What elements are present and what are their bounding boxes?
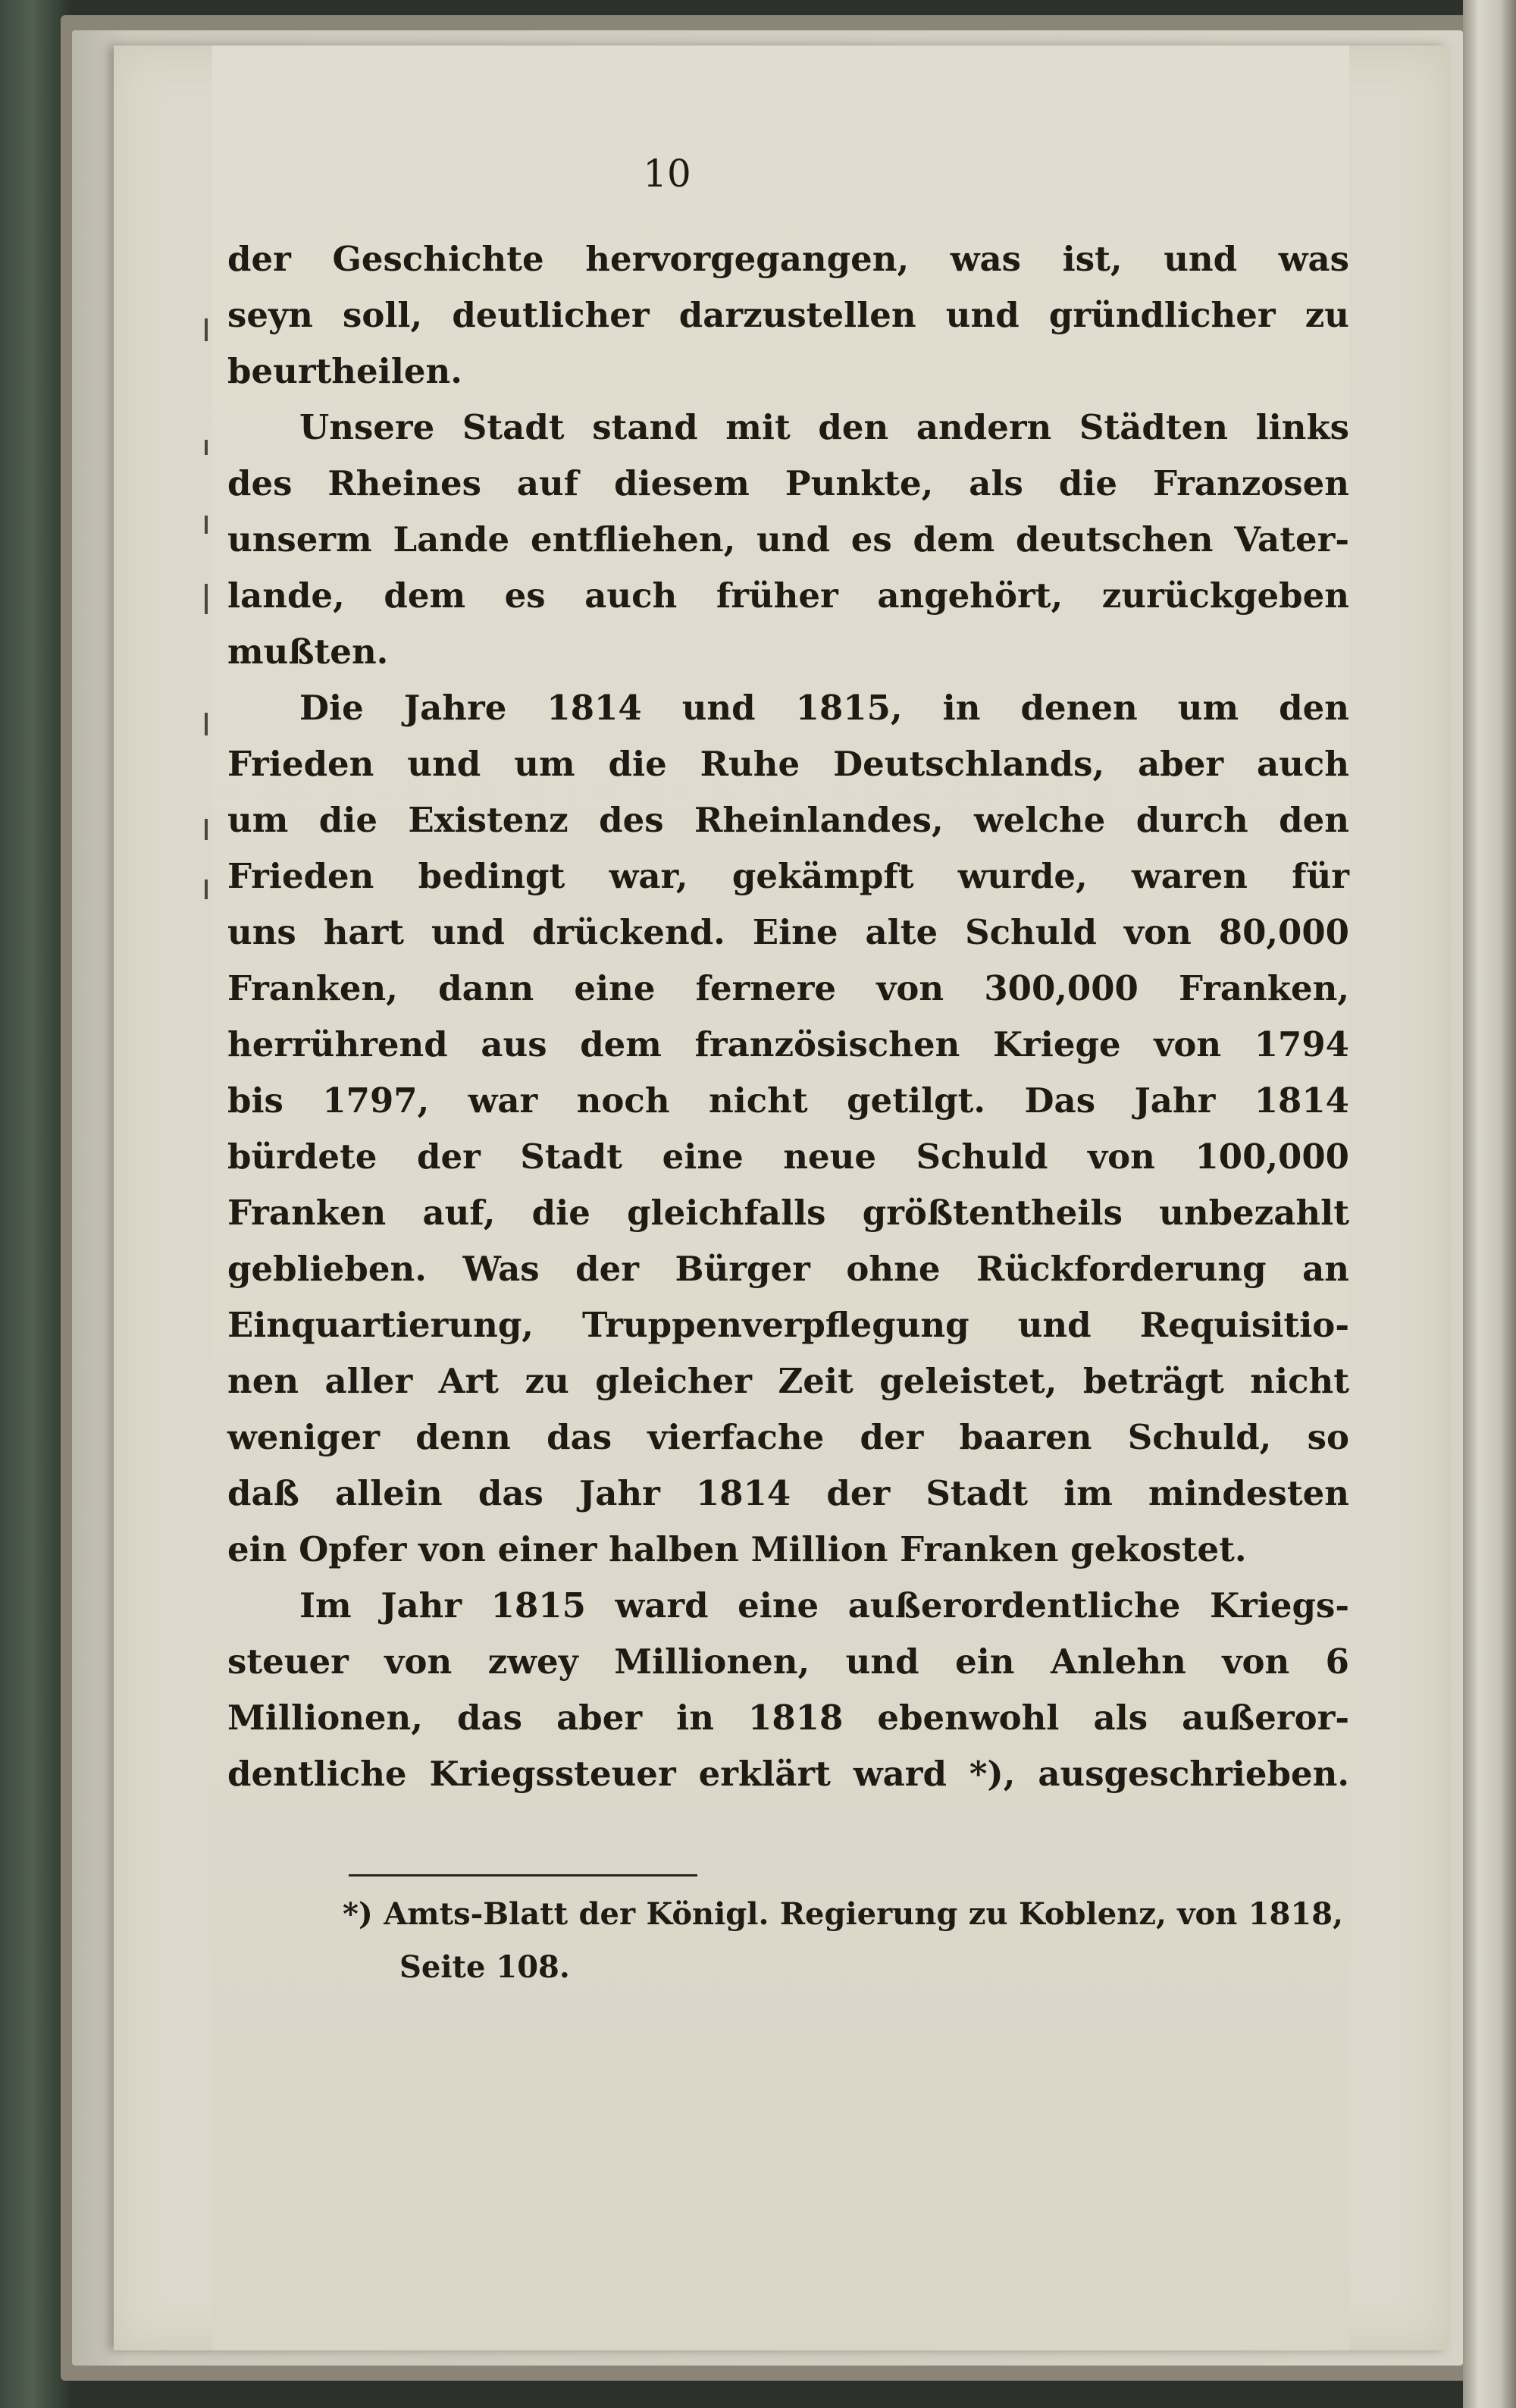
text-line: Franken, dann eine fernere von 300,000 Franken, bbox=[227, 968, 1349, 1008]
margin-marks bbox=[205, 318, 212, 1001]
text-line: um die Existenz des Rheinlandes, welche durch den bbox=[227, 800, 1349, 840]
text-line: bürdete der Stadt eine neue Schuld von 100,000 bbox=[227, 1137, 1349, 1177]
text-line: steuer von zwey Millionen, und ein Anlehn von 6 bbox=[227, 1641, 1349, 1682]
text-line: ein Opfer von einer halben Million Franken gekostet. bbox=[227, 1529, 1247, 1569]
text-line: herrührend aus dem französischen Kriege von 1794 bbox=[227, 1024, 1349, 1064]
text-line: weniger denn das vierfache der baaren Schuld, so bbox=[227, 1417, 1349, 1457]
text-line: Im Jahr 1815 ward eine außerordentliche Kriegs- bbox=[299, 1585, 1349, 1626]
text-line: Frieden bedingt war, gekämpft wurde, waren für bbox=[227, 856, 1349, 896]
text-line: seyn soll, deutlicher darzustellen und gründlicher zu bbox=[227, 295, 1349, 335]
text-line: daß allein das Jahr 1814 der Stadt im mindesten bbox=[227, 1473, 1349, 1513]
text-line: uns hart und drückend. Eine alte Schuld von 80,000 bbox=[227, 912, 1349, 952]
text-line: lande, dem es auch früher angehört, zurückgeben bbox=[227, 575, 1349, 616]
footnote-line: Seite 108. bbox=[399, 1949, 570, 1985]
text-line: des Rheines auf diesem Punkte, als die Franzosen bbox=[227, 463, 1349, 503]
text-line: nen aller Art zu gleicher Zeit geleistet, beträgt nicht bbox=[227, 1361, 1349, 1401]
text-line: dentliche Kriegssteuer erklärt ward *), ausgeschrieben. bbox=[227, 1754, 1349, 1794]
text-line: beurtheilen. bbox=[227, 351, 462, 391]
page-stack-edge bbox=[1463, 0, 1516, 2408]
text-line: unserm Lande entfliehen, und es dem deutschen Vater- bbox=[227, 519, 1349, 560]
footnote bbox=[343, 1888, 1343, 1994]
text-line: Frieden und um die Ruhe Deutschlands, aber auch bbox=[227, 744, 1349, 784]
text-line: Unsere Stadt stand mit den andern Städten links bbox=[299, 407, 1349, 447]
text-line: Millionen, das aber in 1818 ebenwohl als außeror- bbox=[227, 1698, 1349, 1738]
text-line: der Geschichte hervorgegangen, was ist, und was bbox=[227, 239, 1349, 279]
footnote-line: *) Amts-Blatt der Königl. Regierung zu Koblenz, von 1818, bbox=[343, 1896, 1343, 1932]
footnote-divider bbox=[349, 1874, 697, 1877]
text-line: Die Jahre 1814 und 1815, in denen um den bbox=[299, 688, 1349, 728]
page-number: 10 bbox=[643, 152, 691, 196]
text-line: geblieben. Was der Bürger ohne Rückforderung an bbox=[227, 1249, 1349, 1289]
text-line: mußten. bbox=[227, 632, 389, 672]
body-text bbox=[227, 231, 1349, 1802]
text-line: bis 1797, war noch nicht getilgt. Das Jahr 1814 bbox=[227, 1080, 1349, 1121]
text-line: Einquartierung, Truppenverpflegung und Requisitio- bbox=[227, 1305, 1349, 1345]
text-line: Franken auf, die gleichfalls größtentheils unbezahlt bbox=[227, 1193, 1349, 1233]
